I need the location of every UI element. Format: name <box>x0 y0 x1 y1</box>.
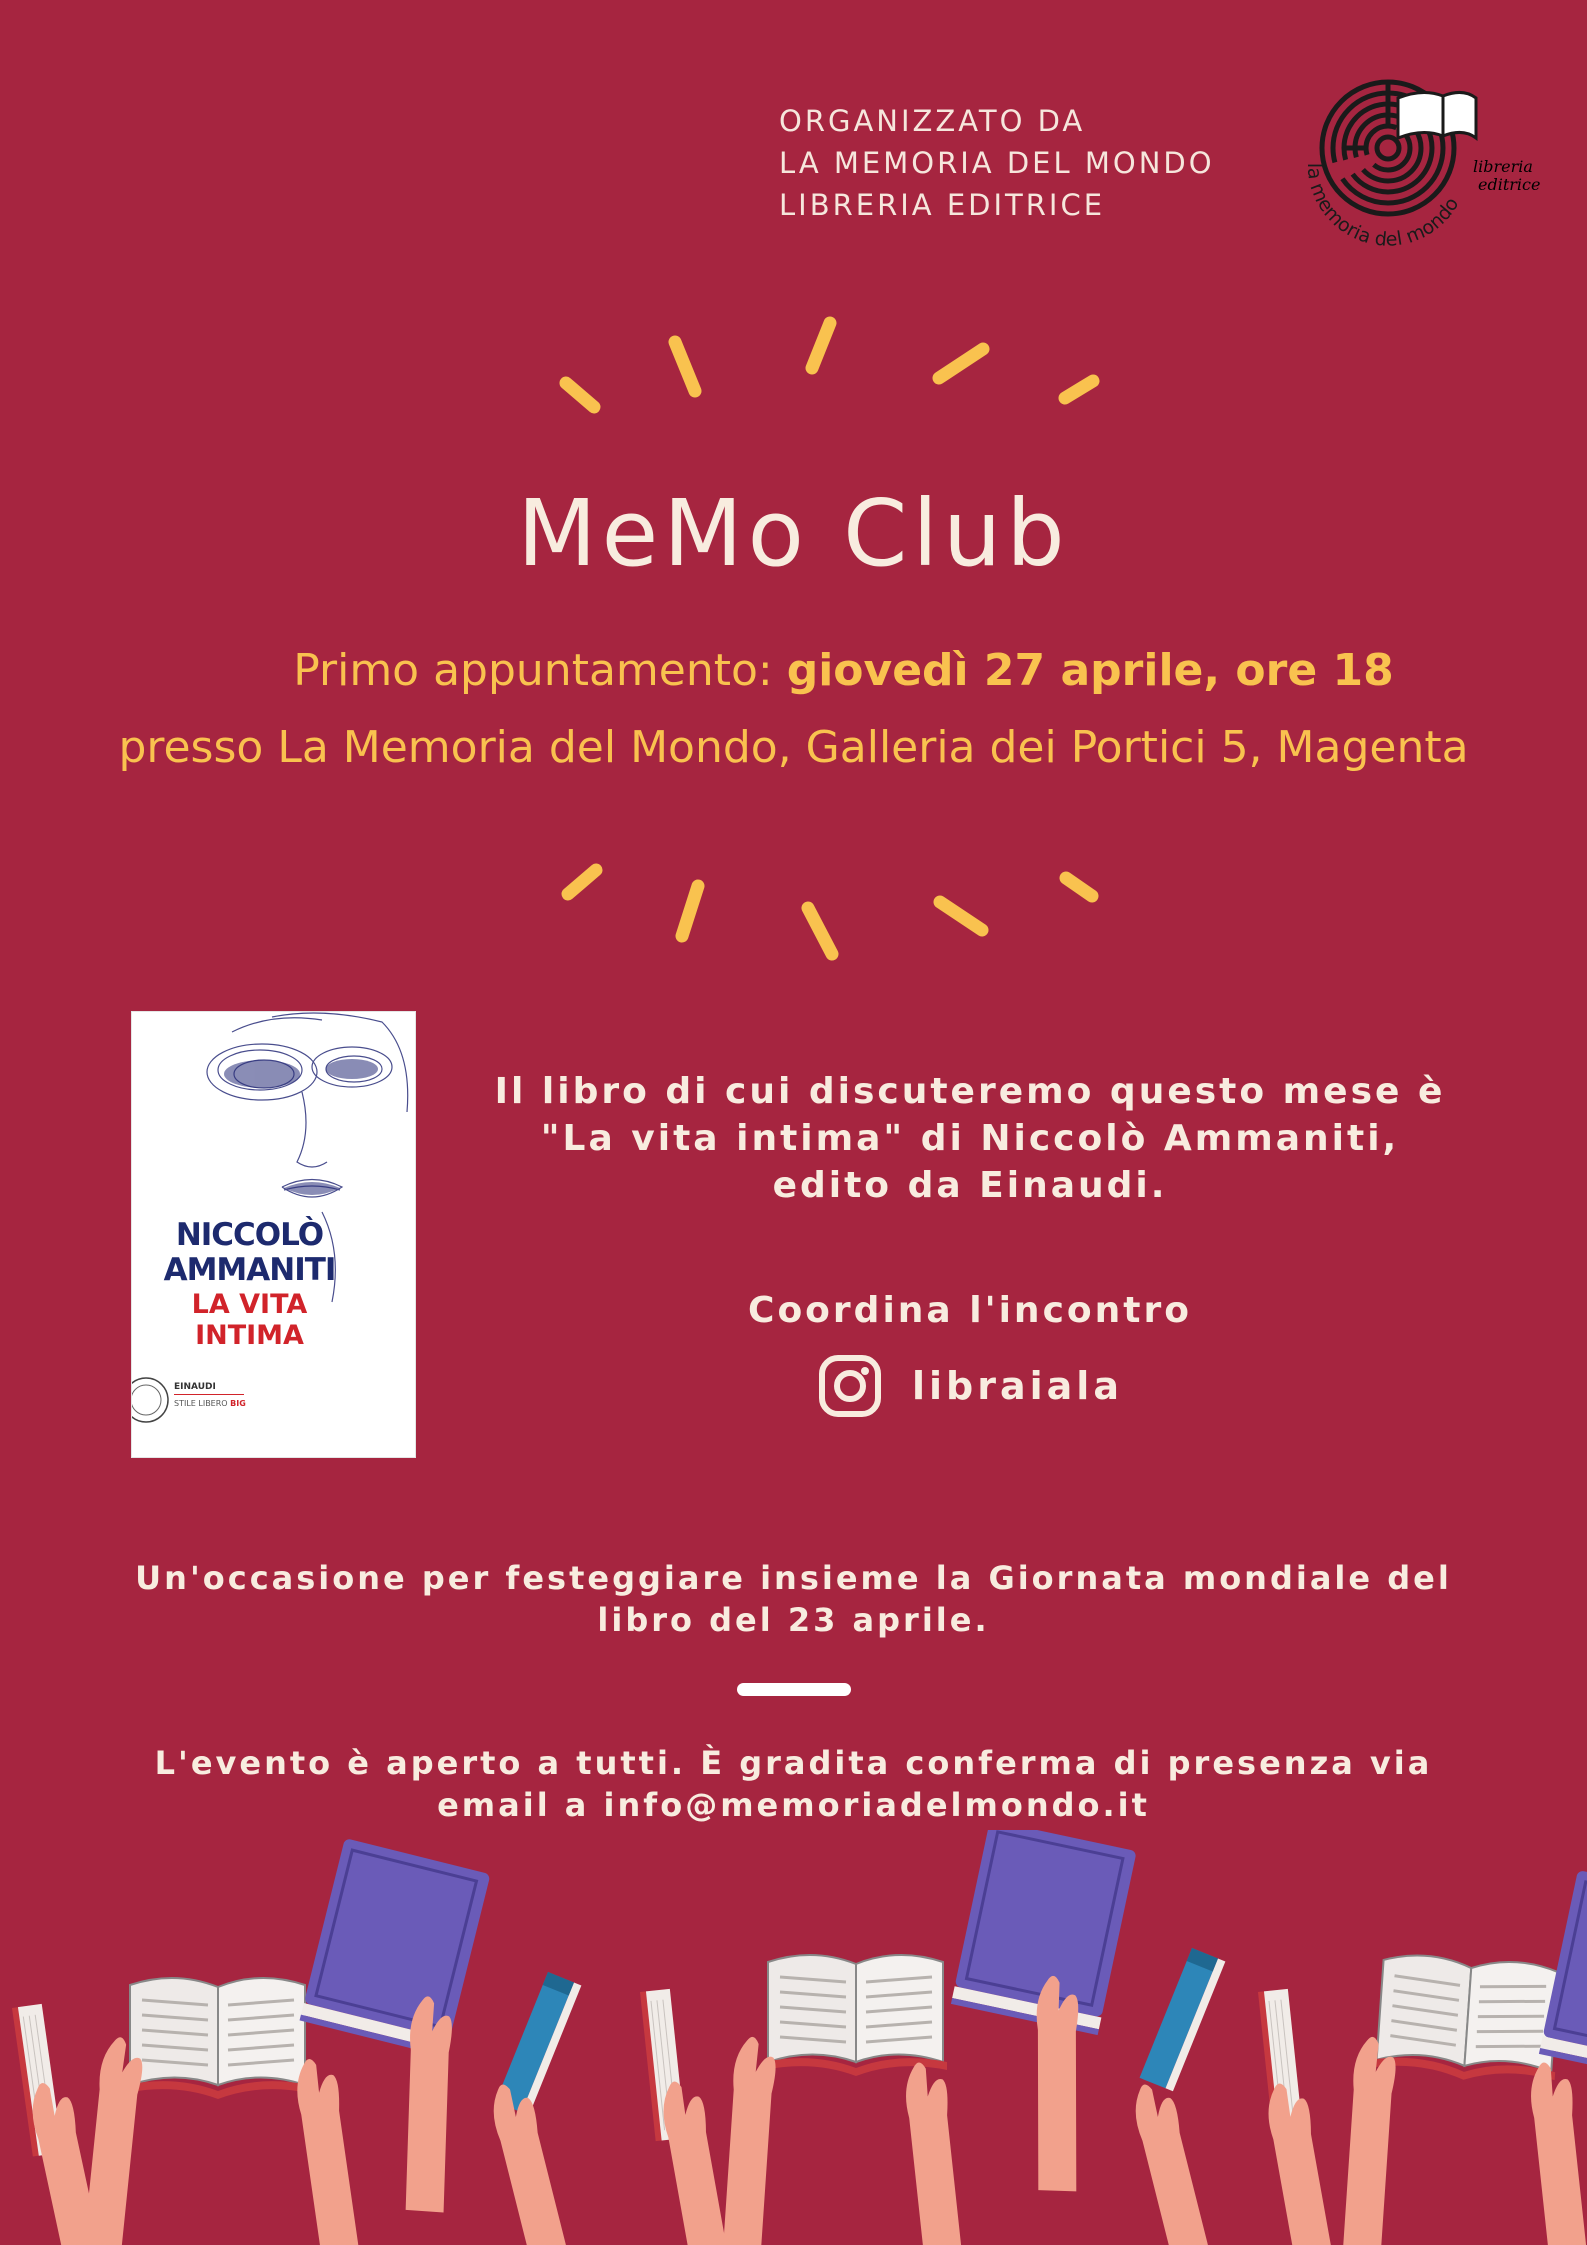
cover-series <box>174 1399 246 1408</box>
einaudi-ostrich-icon <box>132 1374 172 1426</box>
occasion-line-1: Un'occasione per festeggiare insieme la Giornata mondiale del <box>135 1559 1452 1597</box>
book-cover-image <box>132 1012 415 1457</box>
logo-text-libreria: libreria <box>1473 157 1533 176</box>
cover-author-first: NICCOLÒ <box>175 1217 324 1253</box>
cover-publisher: EINAUDI <box>174 1382 216 1392</box>
description-line-3: edito da Einaudi. <box>772 1165 1168 1206</box>
appointment-date: giovedì 27 aprile, ore 18 <box>786 645 1394 696</box>
open-event-line-2[interactable]: email a info@memoriadelmondo.it <box>437 1786 1150 1824</box>
instagram-handle-row[interactable] <box>818 1354 1123 1418</box>
organizer-line-3: LIBRERIA EDITRICE <box>779 188 1106 222</box>
occasion-line-2: libro del 23 aprile. <box>597 1601 990 1639</box>
hands-holding-books-illustration <box>0 1830 1587 2245</box>
cover-divider <box>174 1394 244 1395</box>
description-line-2: "La vita intima" di Niccolò Ammaniti, <box>540 1118 1400 1159</box>
cover-author-last: AMMANITI <box>163 1252 336 1288</box>
appointment-venue: presso La Memoria del Mondo, Galleria dei Portici 5, Magenta <box>118 722 1469 773</box>
rays-bottom-decoration <box>0 850 1587 980</box>
cover-series-name: STILE LIBERO <box>174 1399 228 1408</box>
labyrinth-book-logo <box>1278 68 1558 258</box>
open-event-line-1: L'evento è aperto a tutti. È gradita conferma di presenza via <box>154 1744 1433 1782</box>
page-title: MeMo Club <box>517 480 1070 587</box>
cover-title-line-2: INTIMA <box>195 1320 304 1351</box>
description-line-1: Il libro di cui discuteremo questo mese è <box>494 1071 1446 1112</box>
rays-top-decoration <box>0 305 1587 435</box>
logo-text-editrice: editrice <box>1478 175 1541 194</box>
book-description <box>470 1068 1470 1209</box>
appointment-prefix: Primo appuntamento: <box>293 645 787 696</box>
organizer-line-2: LA MEMORIA DEL MONDO <box>779 146 1215 180</box>
logo-text-main: la memoria del mondo <box>1302 162 1464 251</box>
divider-bar <box>737 1683 851 1696</box>
organizer-line-1: ORGANIZZATO DA <box>779 104 1086 138</box>
cover-series-big: BIG <box>230 1399 246 1408</box>
open-event-text <box>90 1742 1497 1826</box>
coordinator-label: Coordina l'incontro <box>748 1290 1192 1331</box>
appointment-line <box>0 645 1587 696</box>
occasion-text <box>90 1557 1497 1641</box>
organizer-text <box>779 100 1279 226</box>
cover-title-line-1: LA VITA <box>191 1289 308 1320</box>
instagram-handle[interactable]: libraiala <box>912 1364 1123 1408</box>
instagram-icon <box>818 1354 882 1418</box>
